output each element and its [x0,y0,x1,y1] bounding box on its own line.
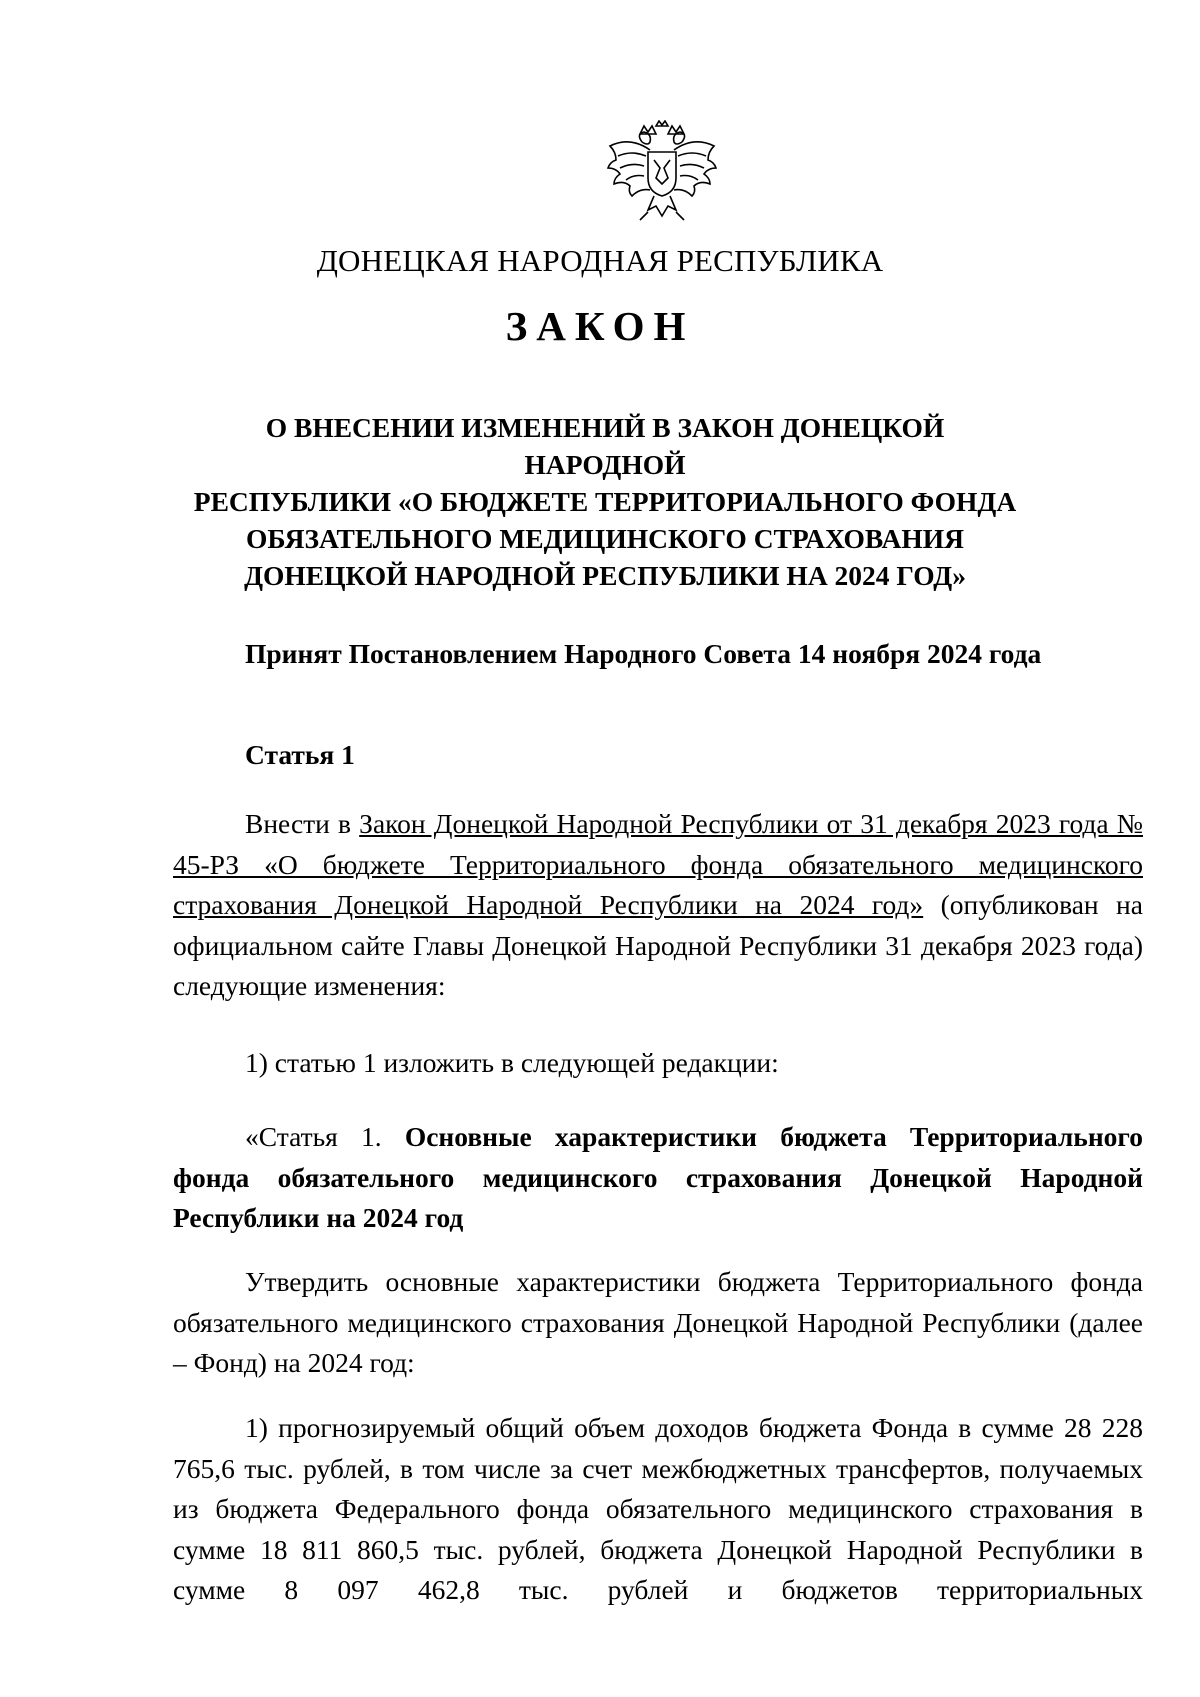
article-heading: Статья 1 [245,739,355,770]
quoted-article-heading [173,1117,1143,1239]
coat-of-arms-emblem [602,120,722,230]
subitem-1 [173,1408,1143,1611]
amendment-intro [173,804,1143,1007]
law-reference-link[interactable]: Закон Донецкой Народной Республики от 31 декабря 2023 года № 45-РЗ «О бюджете Территориального фонда обязательного медицинского страхования Донецкой Народной Республики на 2024 год» [173,808,1144,920]
quoted-article-prefix: «Статья 1. [245,1121,405,1152]
approve-text: Утвердить основные характеристики бюджета Территориального фонда обязательного медицинского страхования Донецкой Народной Республики (далее – Фонд) на 2024 год: [173,1266,1143,1378]
quoted-article-title: Основные характеристики бюджета Территориального фонда обязательного медицинского страхования Донецкой Народной Республики на 2024 год [173,1121,1143,1233]
law-title-line: ОБЯЗАТЕЛЬНОГО МЕДИЦИНСКОГО СТРАХОВАНИЯ [246,523,964,554]
intro-suffix: (опубликован на официальном сайте Главы Донецкой Народной Республики 31 декабря 2023 года) следующие изменения: [173,889,1143,1001]
approve-paragraph [173,1262,1143,1384]
document-type: ЗАКОН [505,303,695,349]
law-title-line: ДОНЕЦКОЙ НАРОДНОЙ РЕСПУБЛИКИ НА 2024 ГОД» [244,560,966,591]
law-title-line: РЕСПУБЛИКИ «О БЮДЖЕТЕ ТЕРРИТОРИАЛЬНОГО ФОНДА [193,486,1017,517]
item-1-text: 1) статью 1 изложить в следующей редакции: [245,1047,779,1078]
law-title-line: О ВНЕСЕНИИ ИЗМЕНЕНИЙ В ЗАКОН ДОНЕЦКОЙ НАРОДНОЙ [265,412,945,480]
subitem-1-text: 1) прогнозируемый общий объем доходов бюджета Фонда в сумме 28 228 765,6 тыс. рублей, в том числе за счет межбюджетных трансфертов, получаемых из бюджета Федерального фонда обязательного медицинского страхования в сумме 18 811 860,5 тыс. рублей, бюджета Донецкой Народной Республики в сумме 8 097 462,8 тыс. рублей и бюджетов территориальных [173,1412,1143,1605]
adoption-note: Принят Постановлением Народного Совета 14 ноября 2024 года [245,638,1042,669]
law-title [190,409,1020,594]
item-1 [173,1043,1143,1084]
intro-prefix: Внести в [245,808,360,839]
republic-name: ДОНЕЦКАЯ НАРОДНАЯ РЕСПУБЛИКА [316,243,884,278]
